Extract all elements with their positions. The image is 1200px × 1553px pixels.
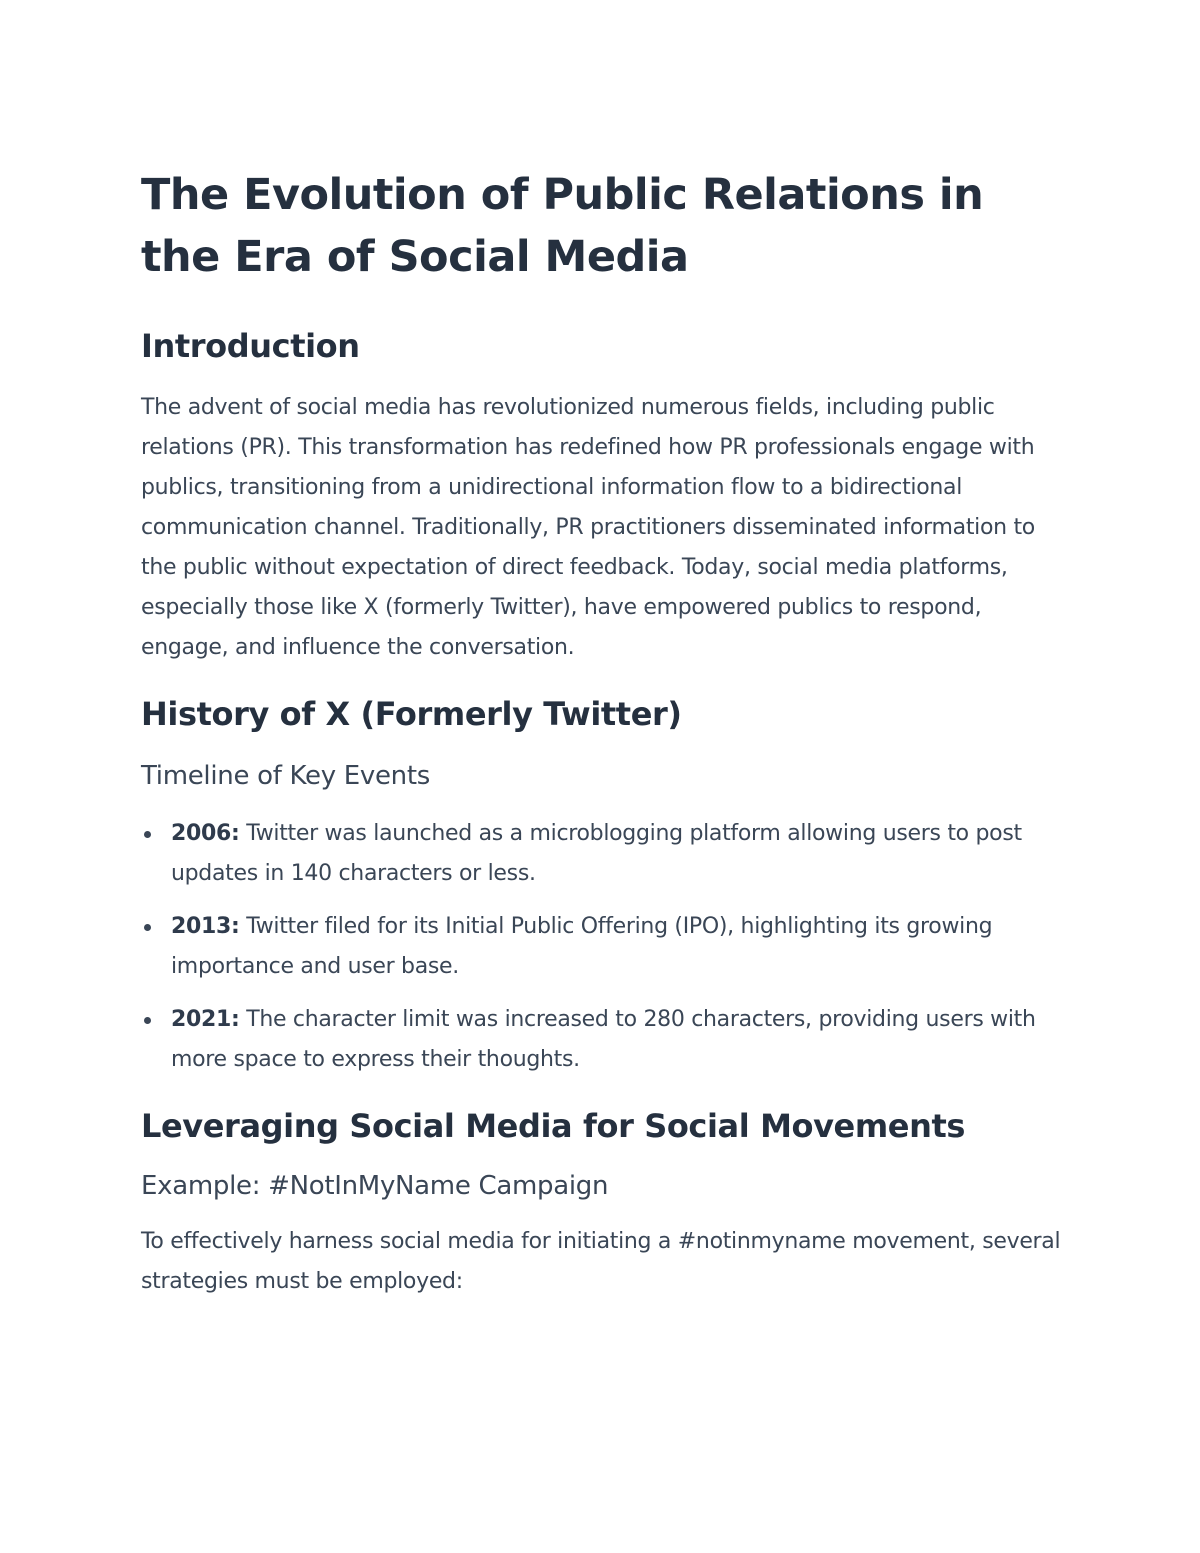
event-text: Twitter was launched as a microblogging platform allowing users to post updates in 140 characters or less. <box>171 821 1022 886</box>
list-item <box>141 907 1066 987</box>
event-text: The character limit was increased to 280 characters, providing users with more space to express their thoughts. <box>171 1007 1036 1072</box>
bullet-icon <box>144 924 151 931</box>
event-year: 2013 <box>171 914 232 939</box>
bullet-icon <box>144 831 151 838</box>
history-heading: History of X (Formerly Twitter) <box>141 695 682 733</box>
event-separator: : <box>231 821 240 846</box>
document-page <box>141 164 1066 1302</box>
timeline-subheading: Timeline of Key Events <box>141 761 430 791</box>
introduction-heading: Introduction <box>141 327 360 365</box>
event-text: Twitter filed for its Initial Public Offering (IPO), highlighting its growing importance and user base. <box>171 914 993 979</box>
list-item <box>141 1000 1066 1080</box>
event-year: 2021 <box>171 1007 232 1032</box>
list-item <box>141 814 1066 894</box>
event-separator: : <box>231 914 240 939</box>
event-year: 2006 <box>171 821 232 846</box>
movements-paragraph: To effectively harness social media for initiating a #notinmyname movement, several strategies must be employed: <box>141 1229 1061 1294</box>
event-separator: : <box>231 1007 240 1032</box>
timeline-list <box>141 814 1066 1080</box>
bullet-icon <box>144 1017 151 1024</box>
document-title: The Evolution of Public Relations in the Era of Social Media <box>141 170 984 282</box>
campaign-subheading: Example: #NotInMyName Campaign <box>141 1171 609 1201</box>
movements-heading: Leveraging Social Media for Social Movements <box>141 1107 966 1145</box>
introduction-paragraph: The advent of social media has revolutionized numerous fields, including public relations (PR). This transformation has redefined how PR professionals engage with publics, transitioning from a unidirectional information flow to a bidirectional communication channel. Traditionally, PR practitioners disseminated information to the public without expectation of direct feedback. Today, social media platforms, especially those like X (formerly Twitter), have empowered publics to respond, engage, and influence the conversation. <box>141 395 1035 660</box>
